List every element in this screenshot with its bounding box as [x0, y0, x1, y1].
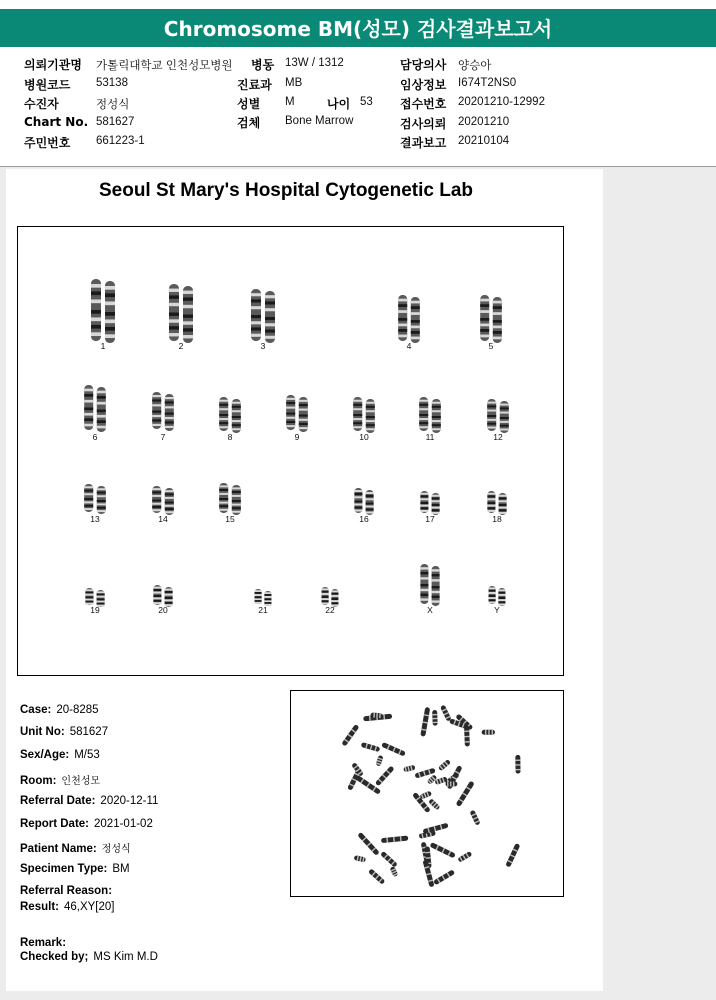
- chromosome-pair-6: [84, 385, 106, 432]
- checked-by-row: [20, 951, 158, 963]
- request-date-label: 검사의뢰: [400, 117, 447, 131]
- chromosome-pair-4: [398, 295, 420, 343]
- chromosome-label-19: 19: [90, 605, 100, 615]
- chromosome-pair-22: [322, 587, 339, 607]
- metaphase-chromosome: [438, 759, 451, 771]
- sex-label: 성별: [237, 97, 261, 111]
- karyogram-panel: [17, 226, 564, 676]
- chromosome-pair-10: [353, 397, 375, 433]
- case-label: Case:: [20, 704, 52, 716]
- specimen-label: 검체: [237, 116, 261, 130]
- metaphase-chromosome: [515, 755, 520, 774]
- metaphase-chromosome: [457, 851, 472, 863]
- chromosome-label-13: 13: [90, 514, 100, 524]
- specimen-type-row: [20, 863, 130, 875]
- metaphase-chromosome: [433, 869, 455, 885]
- ward-label: 병동: [251, 58, 275, 72]
- chromosome-label-9: 9: [294, 432, 300, 442]
- metaphase-chromosome: [368, 868, 385, 884]
- clinical-info-label: 임상정보: [400, 78, 447, 92]
- hospital-code-value: 53138: [96, 77, 128, 89]
- metaphase-chromosome: [432, 710, 438, 726]
- case-row: [20, 704, 99, 716]
- doctor-value: 양승아: [458, 60, 492, 72]
- karyogram-image: [18, 227, 563, 675]
- chromosome-pair-X: [420, 564, 439, 606]
- metaphase-chromosome: [370, 712, 382, 718]
- referral-date-value: 2020-12-11: [100, 795, 159, 807]
- metaphase-chromosome: [422, 823, 448, 835]
- specimen-value: Bone Marrow: [285, 115, 354, 127]
- sex-age-value: M/53: [74, 749, 100, 761]
- chromosome-pair-21: [255, 589, 272, 606]
- metaphase-chromosome: [403, 765, 415, 773]
- sex-age-row: [20, 749, 100, 761]
- result-value: 46,XY[20]: [63, 901, 115, 913]
- recipient-label: 수진자: [24, 97, 59, 111]
- chart-no-value: 581627: [96, 116, 135, 128]
- unit-no-row: [20, 726, 108, 738]
- chromosome-pair-14: [152, 486, 174, 515]
- resident-no-value: 661223-1: [96, 135, 145, 147]
- specimen-type-value: BM: [112, 863, 130, 875]
- chromosome-label-15: 15: [225, 514, 235, 524]
- metaphase-chromosome: [375, 765, 395, 786]
- metaphase-chromosome: [357, 832, 380, 856]
- sex-value: M: [285, 96, 295, 108]
- chromosome-pair-12: [487, 399, 509, 433]
- chromosome-pair-1: [91, 279, 115, 343]
- specimen-type-label: Specimen Type:: [20, 863, 108, 875]
- chromosome-pair-7: [152, 392, 174, 431]
- metaphase-spread-image: [291, 691, 563, 896]
- unit-no-value: 581627: [69, 726, 109, 738]
- room-label: Room:: [20, 775, 57, 787]
- metaphase-chromosome: [380, 851, 398, 868]
- remark-row: [20, 937, 71, 949]
- report-header: [0, 0, 716, 167]
- bottom-strip: [0, 991, 716, 1000]
- referral-date-label: Referral Date:: [20, 795, 96, 807]
- metaphase-chromosome: [354, 855, 366, 862]
- report-date-label: Report Date:: [20, 818, 90, 830]
- chromosome-label-17: 17: [425, 514, 435, 524]
- chromosome-label-20: 20: [158, 605, 168, 615]
- chromosome-label-10: 10: [359, 432, 369, 442]
- metaphase-chromosome: [381, 742, 406, 757]
- chromosome-label-5: 5: [488, 341, 494, 351]
- chromosome-label-4: 4: [406, 341, 412, 351]
- sex-age-label: Sex/Age:: [20, 749, 70, 761]
- metaphase-chromosome: [456, 781, 475, 807]
- referral-date-row: [20, 795, 158, 807]
- metaphase-chromosome: [445, 781, 457, 786]
- metaphase-chromosome: [376, 755, 384, 767]
- unit-no-label: Unit No:: [20, 726, 65, 738]
- chromosome-pair-16: [354, 488, 373, 515]
- metaphase-chromosome: [419, 791, 432, 800]
- metaphase-chromosome: [430, 842, 456, 858]
- age-label: 나이: [327, 97, 351, 111]
- chromosome-label-14: 14: [158, 514, 168, 524]
- lab-title: Seoul St Mary's Hospital Cytogenetic Lab: [98, 180, 474, 201]
- report-title: Chromosome BM(성모) 검사결과보고서: [0, 9, 716, 47]
- chromosome-pair-3: [251, 289, 275, 343]
- chromosome-label-7: 7: [160, 432, 166, 442]
- checked-by-label: Checked by;: [20, 951, 89, 963]
- department-label: 진료과: [237, 78, 272, 92]
- chromosome-label-12: 12: [493, 432, 503, 442]
- patient-name-label: Patient Name:: [20, 843, 97, 855]
- chart-no-label: Chart No.: [24, 115, 89, 129]
- chromosome-pair-5: [480, 295, 502, 343]
- receipt-no-value: 20201210-12992: [458, 96, 545, 108]
- chromosome-label-18: 18: [492, 514, 502, 524]
- chromosome-label-8: 8: [227, 432, 233, 442]
- chromosome-label-11: 11: [425, 432, 435, 442]
- metaphase-chromosome: [381, 835, 409, 843]
- chromosome-pair-13: [84, 484, 106, 514]
- room-row: [20, 772, 100, 787]
- report-date-value: 20210104: [458, 135, 510, 147]
- metaphase-chromosome: [464, 725, 470, 746]
- chromosome-label-6: 6: [92, 432, 98, 442]
- metaphase-chromosome: [428, 798, 440, 810]
- report-date-value: 2021-01-02: [94, 818, 153, 830]
- chromosome-label-21: 21: [258, 605, 268, 615]
- request-date-value: 20201210: [458, 116, 510, 128]
- metaphase-chromosome: [361, 742, 381, 752]
- case-value: 20-8285: [56, 704, 99, 716]
- chromosome-pair-20: [153, 585, 172, 607]
- referral-reason-row: [20, 885, 117, 897]
- chromosome-pair-17: [420, 491, 439, 515]
- chromosome-pair-2: [169, 284, 193, 343]
- metaphase-chromosome: [390, 866, 399, 877]
- age-value: 53: [360, 96, 373, 108]
- metaphase-chromosome: [482, 730, 495, 735]
- metaphase-chromosome: [470, 810, 481, 826]
- chromosome-label-22: 22: [325, 605, 335, 615]
- report-date-row: [20, 818, 153, 830]
- chromosome-label-3: 3: [260, 341, 266, 351]
- ward-value: 13W / 1312: [285, 57, 344, 69]
- chromosome-pair-Y: [489, 586, 506, 606]
- report-date-label: 결과보고: [400, 136, 447, 150]
- chromosome-label-2: 2: [178, 341, 184, 351]
- metaphase-chromosome: [505, 843, 520, 868]
- result-row: [20, 901, 115, 913]
- chromosome-label-Y: Y: [494, 605, 500, 615]
- chromosome-label-16: 16: [359, 514, 369, 524]
- metaphase-panel: [290, 690, 564, 897]
- chromosome-pair-15: [219, 483, 241, 515]
- institution-value: 가톨릭대학교 인천성모병원: [96, 60, 233, 72]
- metaphase-chromosome: [420, 707, 430, 737]
- institution-label: 의뢰기관명: [24, 58, 82, 72]
- department-value: MB: [285, 77, 303, 89]
- remark-label: Remark:: [20, 937, 67, 949]
- recipient-value: 정성식: [96, 99, 130, 111]
- chromosome-pair-8: [219, 397, 241, 433]
- chromosome-label-1: 1: [100, 341, 106, 351]
- resident-no-label: 주민번호: [24, 136, 71, 150]
- metaphase-chromosome: [341, 724, 359, 747]
- room-value: 인천성모: [61, 776, 101, 787]
- clinical-info-value: I674T2NS0: [458, 77, 517, 89]
- checked-by-value: MS Kim M.D: [93, 951, 158, 963]
- chromosome-pair-18: [487, 491, 506, 515]
- hospital-code-label: 병원코드: [24, 78, 71, 92]
- receipt-no-label: 접수번호: [400, 97, 447, 111]
- patient-name-value: 정성식: [101, 844, 131, 855]
- chromosome-pair-11: [419, 397, 441, 433]
- chromosome-label-X: X: [427, 605, 433, 615]
- patient-name-row: [20, 840, 131, 855]
- doctor-label: 담당의사: [400, 58, 447, 72]
- metaphase-chromosome: [440, 705, 452, 722]
- result-label: Result:: [20, 901, 59, 913]
- referral-reason-label: Referral Reason:: [20, 885, 113, 897]
- chromosome-pair-9: [286, 395, 308, 432]
